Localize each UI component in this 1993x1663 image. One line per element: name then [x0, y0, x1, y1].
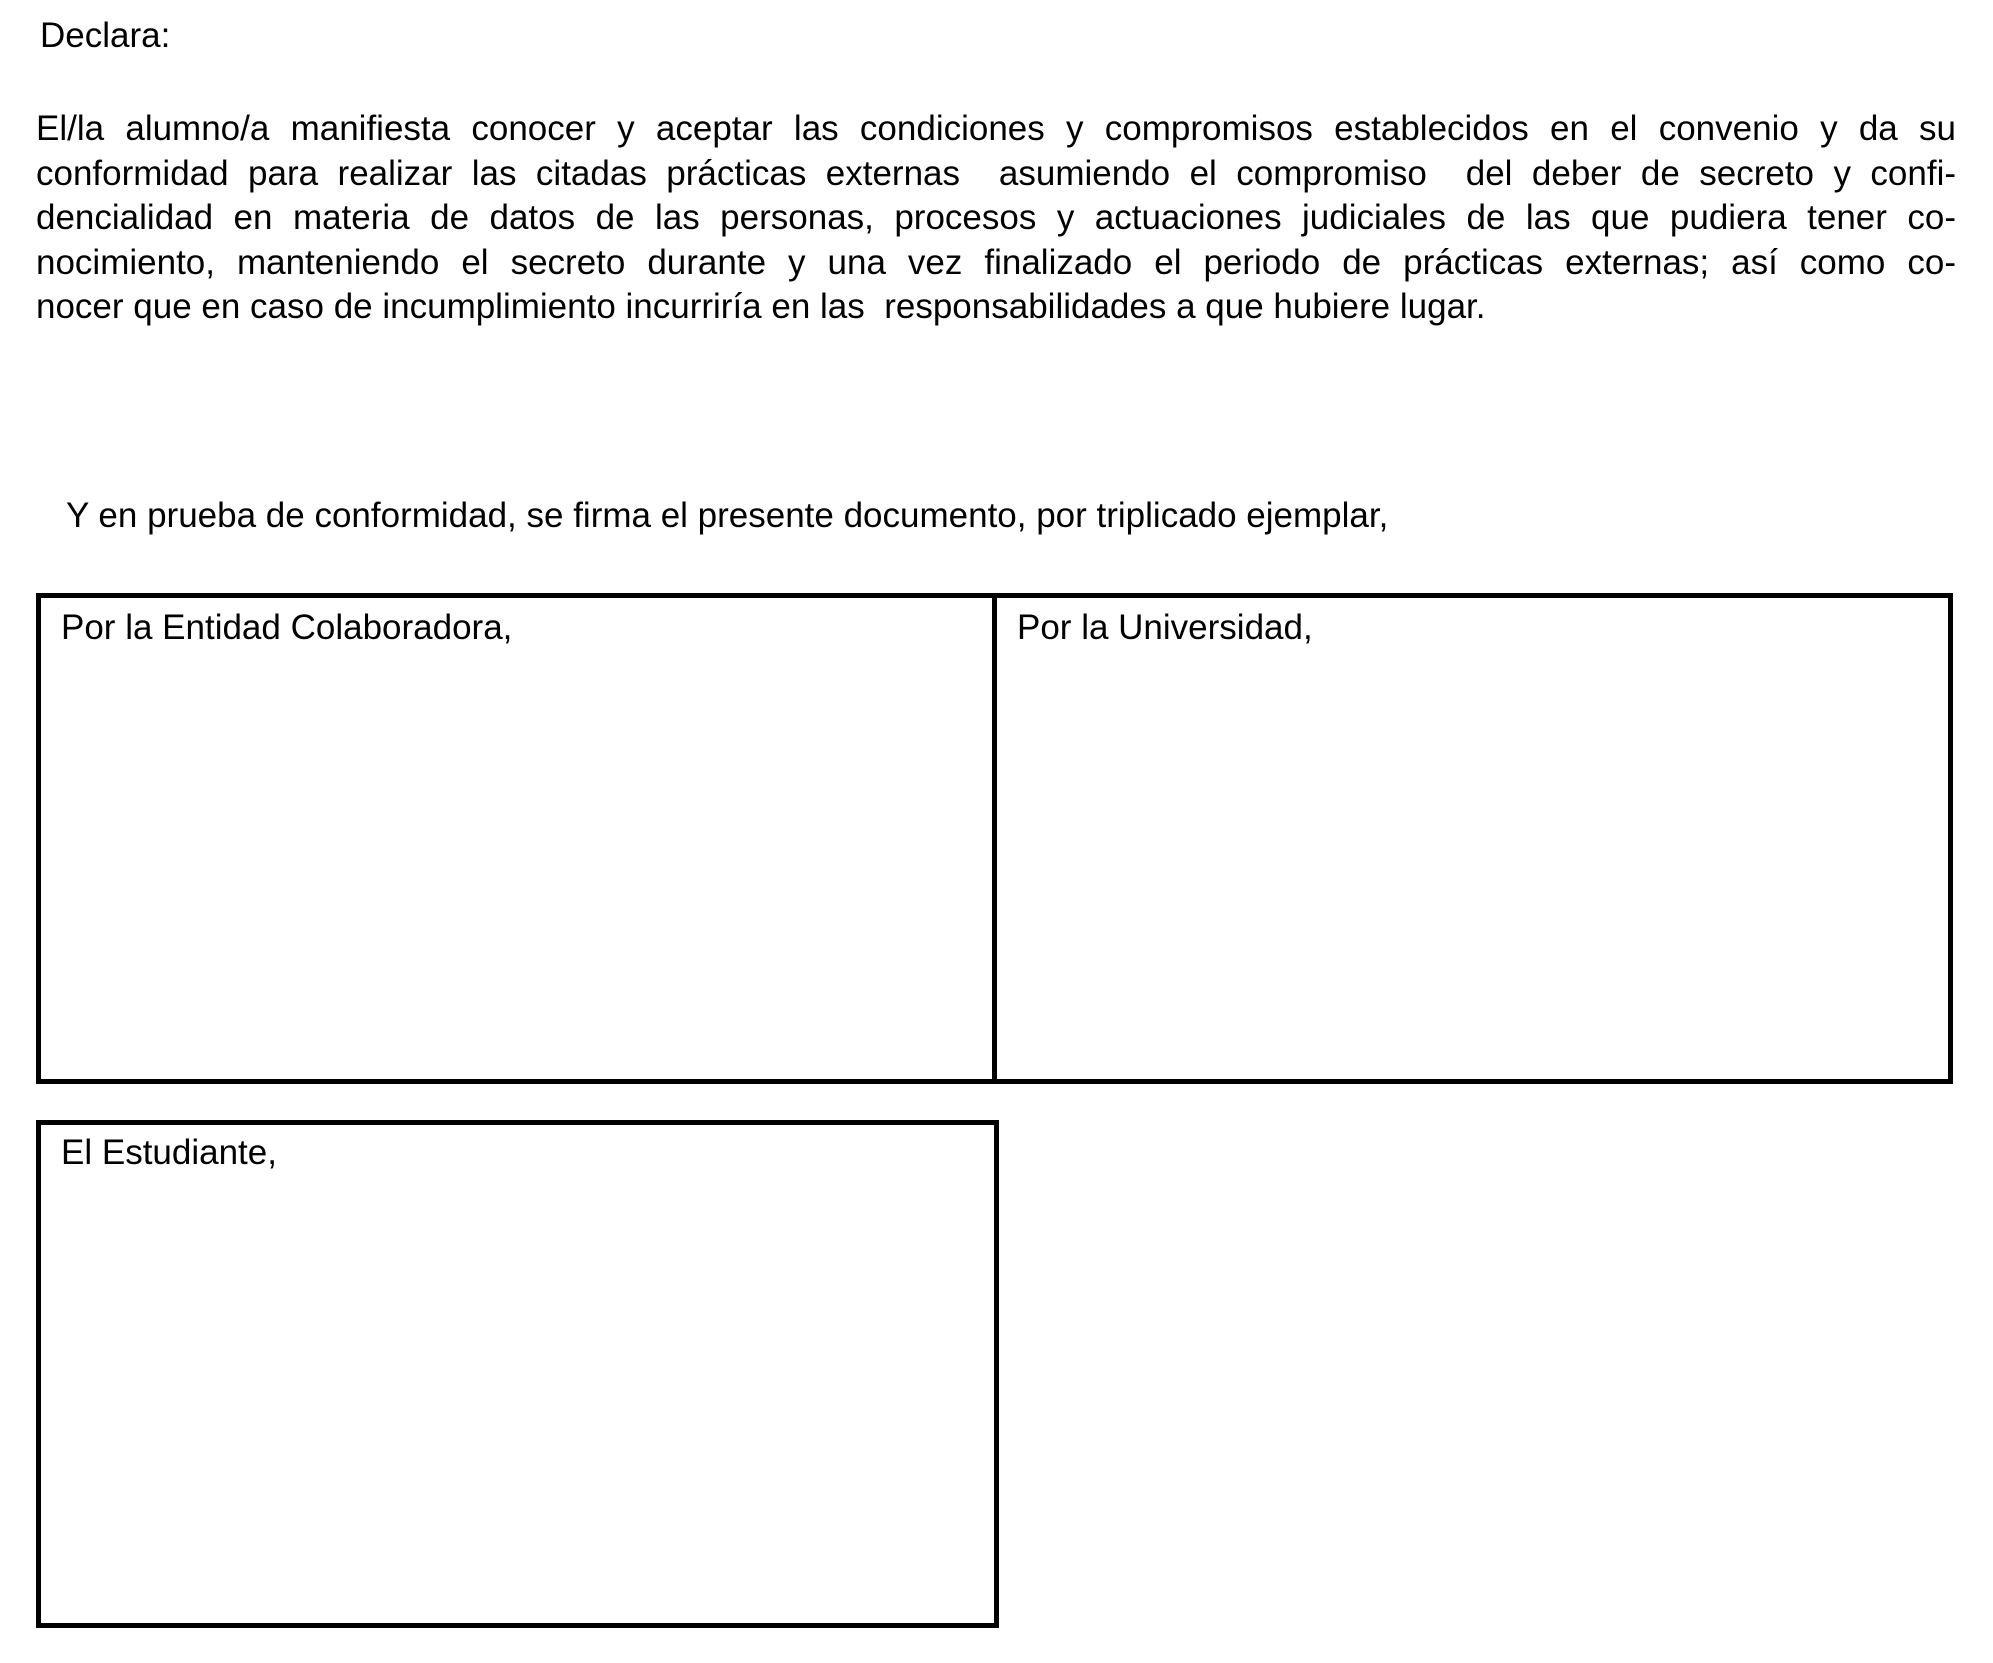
declaration-heading: Declara: — [40, 16, 171, 55]
declaration-line: conformidad para realizar las citadas prácticas externas asumiendo el compromiso del deber de secreto y confi- — [36, 153, 1956, 193]
declaration-line: dencialidad en materia de datos de las personas, procesos y actuaciones judiciales de las que pudiera tener co- — [36, 198, 1956, 237]
student-signature-box[interactable] — [36, 1120, 999, 1628]
student-signature-label: El Estudiante, — [61, 1133, 277, 1172]
university-signature-label: Por la Universidad, — [1017, 608, 1313, 647]
declaration-paragraph — [36, 107, 1956, 330]
closing-statement: Y en prueba de conformidad, se firma el presente documento, por triplicado ejemplar, — [66, 496, 1389, 535]
declaration-line: El/la alumno/a manifiesta conocer y aceptar las condiciones y compromisos establecidos en el convenio y da su — [36, 109, 1956, 148]
declaration-line: nocimiento, manteniendo el secreto durante y una vez finalizado el periodo de prácticas externas; así como co- — [36, 242, 1956, 282]
entity-signature-box[interactable] — [41, 598, 997, 1079]
declaration-line: nocer que en caso de incumplimiento incurriría en las responsabilidades a que hubiere lugar. — [36, 287, 1486, 326]
signature-table — [36, 593, 1953, 1084]
university-signature-box[interactable] — [997, 598, 1948, 1079]
entity-signature-label: Por la Entidad Colaboradora, — [61, 608, 513, 647]
